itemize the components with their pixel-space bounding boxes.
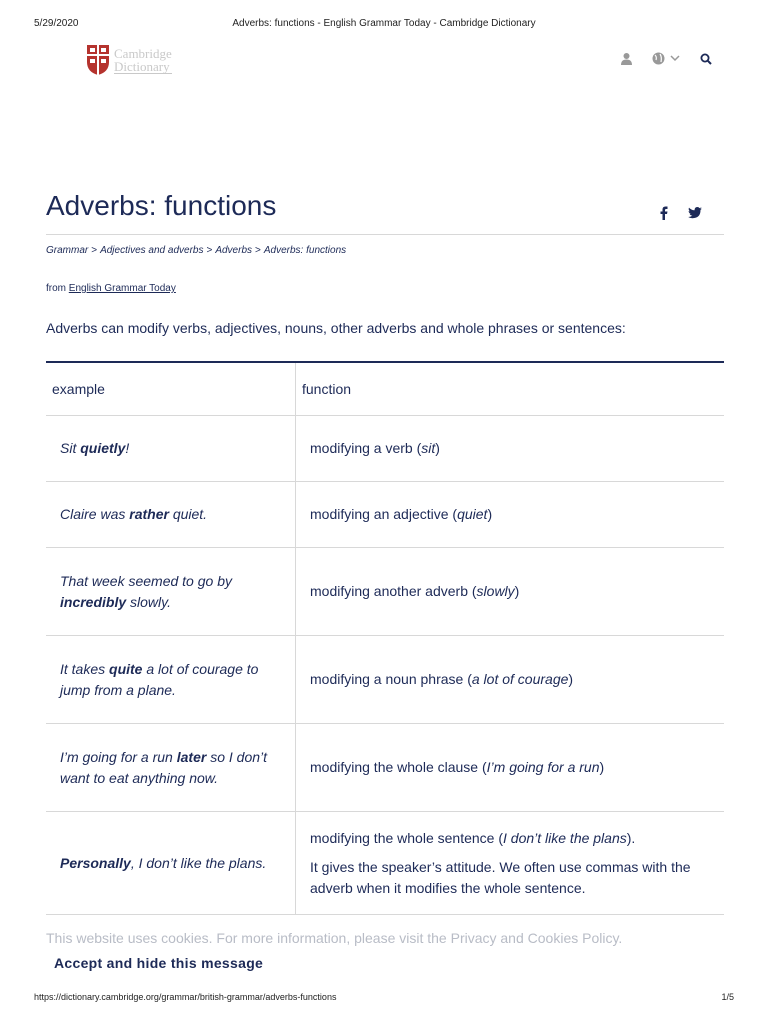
source-line <box>46 283 176 294</box>
table-row <box>46 812 724 915</box>
cookie-notice: This website uses cookies. For more information, please visit the Privacy and Cookies Policy. <box>46 930 623 946</box>
page-number: 1/5 <box>721 992 734 1002</box>
table-row <box>46 636 724 724</box>
column-header-function: function <box>296 362 725 416</box>
function-note: It gives the speaker’s attitude. We often use commas with the adverb when it modifies the whole sentence. <box>310 858 691 896</box>
table-row <box>46 548 724 636</box>
function-cell: modifying a noun phrase (a lot of courage) <box>296 636 725 724</box>
print-title: Adverbs: functions - English Grammar Today - Cambridge Dictionary <box>232 18 536 29</box>
print-date: 5/29/2020 <box>34 18 79 29</box>
print-url: https://dictionary.cambridge.org/grammar/british-grammar/adverbs-functions <box>34 992 337 1002</box>
breadcrumb-link[interactable]: Adjectives and adverbs <box>100 245 204 256</box>
logo-line-1: Cambridge <box>114 45 172 61</box>
example-cell: Sit quietly! <box>46 416 296 482</box>
adverb: rather <box>129 506 169 522</box>
table-row <box>46 482 724 548</box>
column-header-example: example <box>46 362 296 416</box>
site-header <box>86 44 726 80</box>
share-buttons <box>660 206 702 225</box>
header-actions <box>621 52 712 65</box>
logo-line-2: Dictionary <box>114 58 170 74</box>
breadcrumb: Grammar > Adjectives and adverbs > Adverbs > Adverbs: functions <box>46 245 347 256</box>
function-cell: modifying another adverb (slowly) <box>296 548 725 636</box>
logo-text <box>114 47 172 74</box>
language-selector[interactable] <box>652 52 680 65</box>
facebook-icon[interactable] <box>660 206 668 225</box>
adverb: incredibly <box>60 593 127 610</box>
adverb: quietly <box>80 440 126 456</box>
search-icon[interactable] <box>700 53 712 65</box>
examples-table <box>46 361 724 915</box>
function-cell: modifying a verb (sit) <box>296 416 725 482</box>
table-row <box>46 416 724 482</box>
function-cell: modifying an adjective (quiet) <box>296 482 725 548</box>
adverb: later <box>176 748 207 765</box>
globe-icon <box>652 52 665 65</box>
function-cell: modifying the whole clause (I’m going for a run) <box>296 724 725 812</box>
table-header-row <box>46 362 724 416</box>
adverb: Personally <box>60 854 131 871</box>
user-icon[interactable] <box>621 53 632 65</box>
example-cell: Personally, I don’t like the plans. <box>46 812 296 915</box>
example-cell: It takes quite a lot of courage to jump from a plane. <box>46 636 296 724</box>
cambridge-logo[interactable] <box>86 44 172 76</box>
logo-shield-icon <box>86 44 110 76</box>
chevron-down-icon <box>670 55 680 62</box>
twitter-icon[interactable] <box>688 206 702 225</box>
example-cell: That week seemed to go by incredibly slowly. <box>46 548 296 636</box>
breadcrumb-link[interactable]: Grammar <box>46 245 89 256</box>
print-header <box>0 18 768 32</box>
adverb: quite <box>109 660 143 677</box>
example-cell: I’m going for a run later so I don’t want to eat anything now. <box>46 724 296 812</box>
example-cell: Claire was rather quiet. <box>46 482 296 548</box>
title-divider <box>46 234 724 235</box>
accept-cookies-button[interactable]: Accept and hide this message <box>54 955 264 971</box>
source-link[interactable]: English Grammar Today <box>68 283 176 294</box>
function-cell: modifying the whole sentence (I don’t like the plans). It gives the speaker’s attitude. We often use commas with the adverb when it modifies the whole sentence. <box>296 812 725 915</box>
source-prefix: from <box>46 283 66 294</box>
breadcrumb-current[interactable]: Adverbs: functions <box>263 245 347 256</box>
table-row <box>46 724 724 812</box>
breadcrumb-link[interactable]: Adverbs <box>215 245 253 256</box>
page-title: Adverbs: functions <box>46 190 277 221</box>
intro-text: Adverbs can modify verbs, adjectives, nouns, other adverbs and whole phrases or sentences: <box>46 320 626 336</box>
